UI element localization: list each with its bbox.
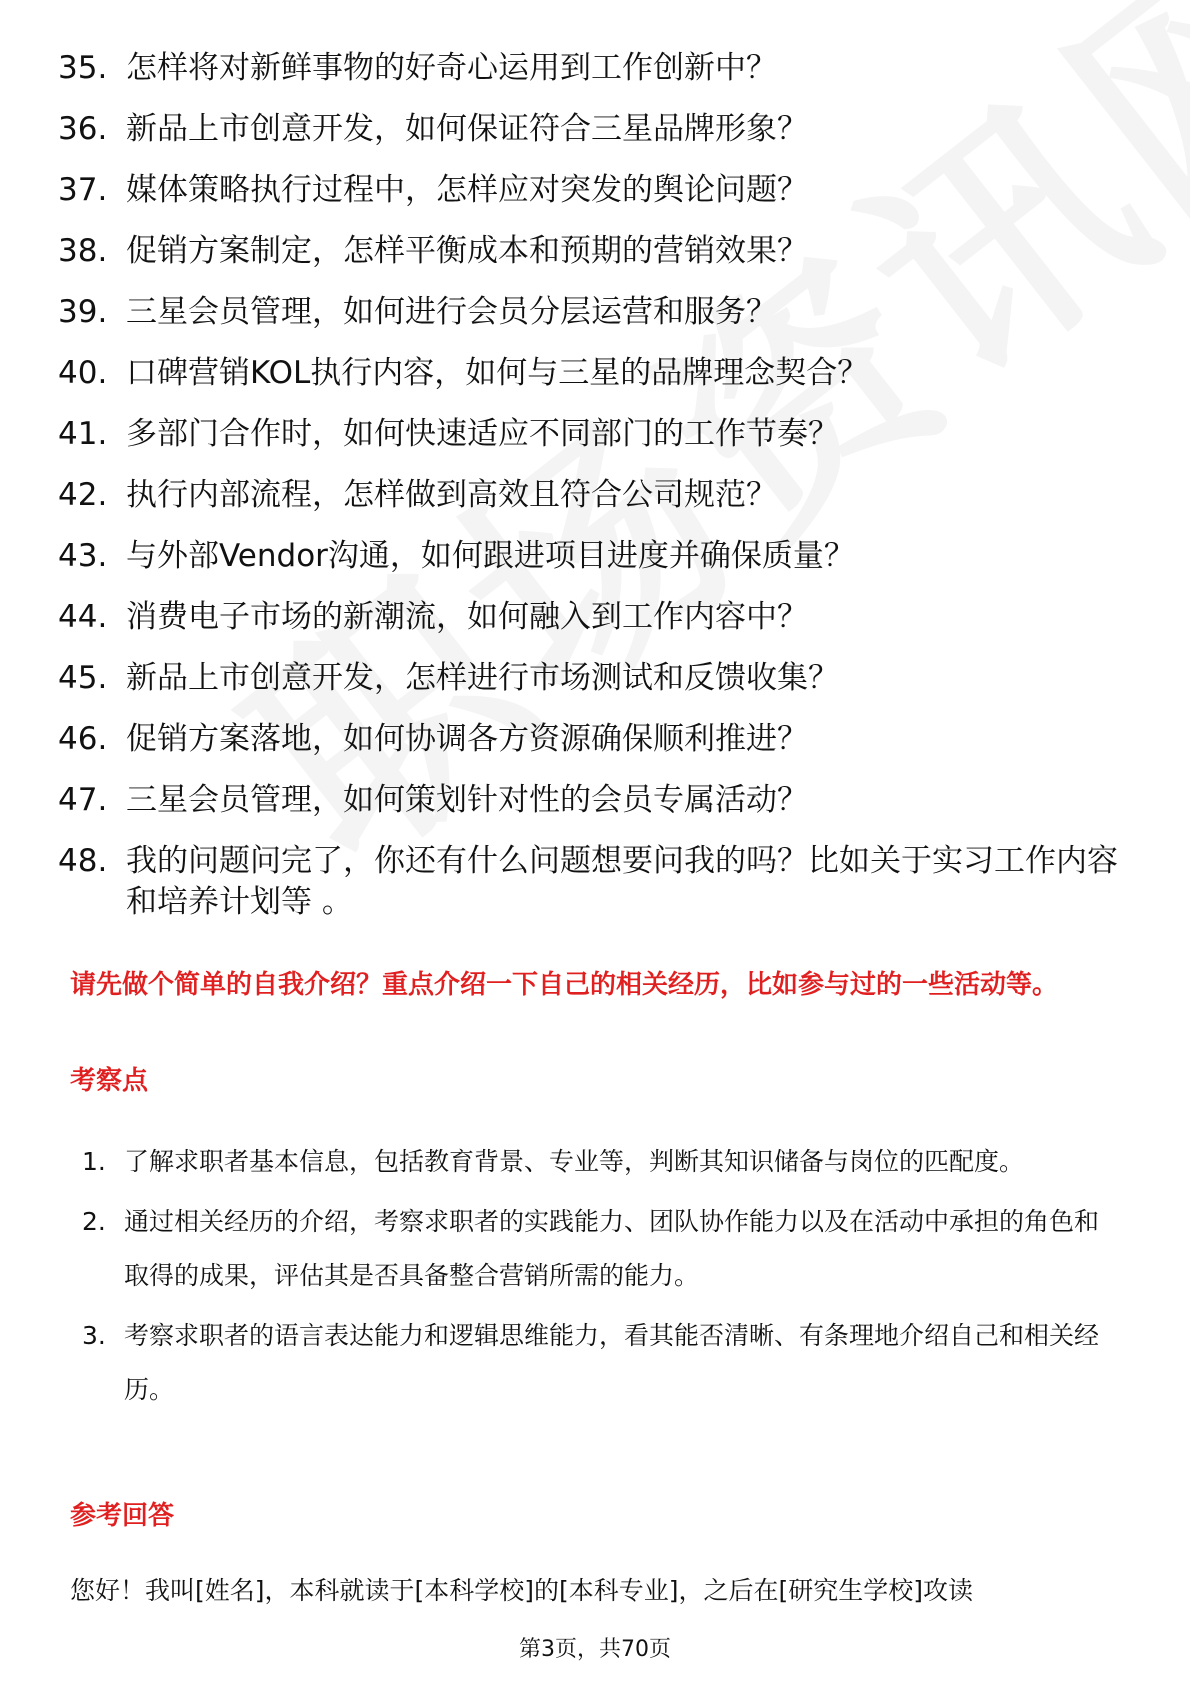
question-item (58, 231, 1118, 272)
observation-text: 考察求职者的语言表达能力和逻辑思维能力，看其能否清晰、有条理地介绍自己和相关经历。 (124, 1321, 1100, 1404)
kaocha-label: 考察点 (70, 1066, 149, 1096)
question-item (58, 841, 1118, 923)
observation-item (82, 1309, 1117, 1417)
question-item (58, 109, 1118, 150)
question-text: 新品上市创意开发，如何保证符合三星品牌形象？ (126, 111, 808, 147)
question-item (58, 48, 1118, 89)
question-item (58, 170, 1118, 211)
question-text: 三星会员管理，如何进行会员分层运营和服务？ (126, 294, 777, 330)
observation-item (82, 1135, 1117, 1189)
question-number: 41. (58, 416, 108, 452)
question-list (58, 48, 1118, 943)
observation-list (82, 1135, 1117, 1423)
question-item (58, 658, 1118, 699)
observation-text: 了解求职者基本信息，包括教育背景、专业等，判断其知识储备与岗位的匹配度。 (124, 1147, 1025, 1176)
question-text: 与外部Vendor沟通，如何跟进项目进度并确保质量？ (126, 538, 855, 574)
section-question: 请先做个简单的自我介绍？重点介绍一下自己的相关经历，比如参与过的一些活动等。 (70, 970, 1059, 1000)
question-text: 多部门合作时，如何快速适应不同部门的工作节奏？ (126, 416, 839, 452)
question-text: 促销方案落地，如何协调各方资源确保顺利推进？ (126, 721, 808, 757)
question-item (58, 780, 1118, 821)
question-number: 35. (58, 50, 108, 86)
question-number: 36. (58, 111, 108, 147)
question-text: 消费电子市场的新潮流，如何融入到工作内容中？ (126, 599, 808, 635)
observation-number: 2. (82, 1207, 106, 1236)
question-text: 口碑营销KOL执行内容，如何与三星的品牌理念契合？ (126, 355, 869, 391)
question-number: 40. (58, 355, 108, 391)
cankao-label: 参考回答 (70, 1501, 175, 1531)
question-item (58, 536, 1118, 577)
question-text: 三星会员管理，如何策划针对性的会员专属活动？ (126, 782, 808, 818)
question-number: 45. (58, 660, 108, 696)
question-text: 怎样将对新鲜事物的好奇心运用到工作创新中？ (126, 50, 777, 86)
question-number: 38. (58, 233, 108, 269)
question-number: 37. (58, 172, 108, 208)
observation-number: 3. (82, 1321, 106, 1350)
question-text: 我的问题问完了，你还有什么问题想要问我的吗？比如关于实习工作内容和培养计划等 。 (126, 843, 1118, 920)
question-item (58, 414, 1118, 455)
question-item (58, 597, 1118, 638)
question-item (58, 475, 1118, 516)
question-number: 44. (58, 599, 108, 635)
question-number: 43. (58, 538, 108, 574)
question-text: 执行内部流程，怎样做到高效且符合公司规范？ (126, 477, 777, 513)
question-number: 42. (58, 477, 108, 513)
page-footer: 第3页，共70页 (519, 1637, 671, 1662)
observation-text: 通过相关经历的介绍，考察求职者的实践能力、团队协作能力以及在活动中承担的角色和取得的成果，评估其是否具备整合营销所需的能力。 (124, 1207, 1100, 1290)
question-text: 媒体策略执行过程中，怎样应对突发的舆论问题？ (126, 172, 808, 208)
question-number: 47. (58, 782, 108, 818)
question-text: 新品上市创意开发，怎样进行市场测试和反馈收集？ (126, 660, 839, 696)
question-item (58, 719, 1118, 760)
question-number: 48. (58, 843, 108, 879)
question-number: 46. (58, 721, 108, 757)
question-item (58, 292, 1118, 333)
question-number: 39. (58, 294, 108, 330)
question-item (58, 353, 1118, 394)
question-text: 促销方案制定，怎样平衡成本和预期的营销效果？ (126, 233, 808, 269)
observation-number: 1. (82, 1147, 106, 1176)
observation-item (82, 1195, 1117, 1303)
answer-text: 您好！我叫[姓名]，本科就读于[本科学校]的[本科专业]，之后在[研究生学校]攻读 (70, 1576, 974, 1605)
